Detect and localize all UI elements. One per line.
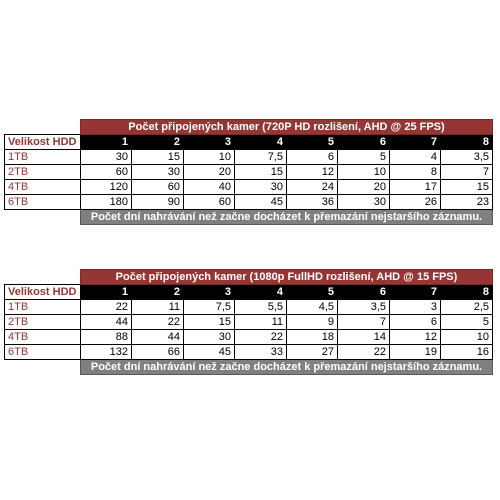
days-value: 3,5 [338, 300, 390, 315]
hdd-size-label: 2TB [5, 315, 81, 330]
days-value: 45 [184, 345, 235, 360]
days-value: 4 [390, 150, 441, 165]
camera-count-header: 4 [235, 285, 287, 300]
days-value: 3 [390, 300, 441, 315]
table-row [5, 315, 493, 330]
days-value: 6 [287, 150, 338, 165]
days-value: 40 [184, 180, 235, 195]
camera-count-header: 7 [390, 285, 441, 300]
days-value: 4,5 [287, 300, 338, 315]
days-value: 60 [184, 195, 235, 210]
storage-table-720p [4, 119, 493, 225]
days-value: 44 [81, 315, 132, 330]
days-value: 20 [338, 180, 390, 195]
days-value: 60 [132, 180, 184, 195]
days-value: 88 [81, 330, 132, 345]
days-value: 60 [81, 165, 132, 180]
size-column-header: Velikost HDD [5, 135, 81, 150]
camera-count-header: 4 [235, 135, 287, 150]
days-value: 16 [441, 345, 493, 360]
days-value: 132 [81, 345, 132, 360]
days-value: 10 [184, 150, 235, 165]
days-value: 11 [132, 300, 184, 315]
table-row [5, 180, 493, 195]
table-row [5, 150, 493, 165]
days-value: 20 [184, 165, 235, 180]
camera-count-header: 2 [132, 285, 184, 300]
camera-count-header: 1 [81, 285, 132, 300]
days-value: 7,5 [184, 300, 235, 315]
days-value: 180 [81, 195, 132, 210]
days-value: 12 [287, 165, 338, 180]
table-footer-note: Počet dní nahrávání než začne docházet k přemazání nejstaršího záznamu. [81, 210, 493, 225]
table-title: Počet připojených kamer (720P HD rozlišení, AHD @ 25 FPS) [81, 120, 493, 135]
days-value: 7 [441, 165, 493, 180]
days-value: 22 [235, 330, 287, 345]
table-row [5, 300, 493, 315]
days-value: 12 [390, 330, 441, 345]
days-value: 15 [132, 150, 184, 165]
days-value: 22 [81, 300, 132, 315]
camera-count-header: 5 [287, 135, 338, 150]
days-value: 24 [287, 180, 338, 195]
days-value: 26 [390, 195, 441, 210]
table-row [5, 345, 493, 360]
hdd-size-label: 6TB [5, 345, 81, 360]
hdd-size-label: 4TB [5, 330, 81, 345]
days-value: 90 [132, 195, 184, 210]
days-value: 120 [81, 180, 132, 195]
days-value: 3,5 [441, 150, 493, 165]
hdd-size-label: 2TB [5, 165, 81, 180]
days-value: 6 [390, 315, 441, 330]
camera-count-header: 8 [441, 135, 493, 150]
days-value: 2,5 [441, 300, 493, 315]
days-value: 10 [441, 330, 493, 345]
camera-count-header: 6 [338, 285, 390, 300]
days-value: 30 [338, 195, 390, 210]
camera-count-header: 8 [441, 285, 493, 300]
camera-count-header: 3 [184, 135, 235, 150]
hdd-size-label: 6TB [5, 195, 81, 210]
days-value: 9 [287, 315, 338, 330]
days-value: 23 [441, 195, 493, 210]
days-value: 5 [441, 315, 493, 330]
camera-count-header: 2 [132, 135, 184, 150]
days-value: 36 [287, 195, 338, 210]
days-value: 5 [338, 150, 390, 165]
days-value: 66 [132, 345, 184, 360]
hdd-size-label: 1TB [5, 300, 81, 315]
days-value: 8 [390, 165, 441, 180]
days-value: 33 [235, 345, 287, 360]
days-value: 15 [441, 180, 493, 195]
camera-count-header: 5 [287, 285, 338, 300]
days-value: 30 [184, 330, 235, 345]
days-value: 30 [235, 180, 287, 195]
days-value: 10 [338, 165, 390, 180]
days-value: 14 [338, 330, 390, 345]
days-value: 19 [390, 345, 441, 360]
days-value: 15 [235, 165, 287, 180]
days-value: 17 [390, 180, 441, 195]
storage-table-1080p [4, 269, 493, 375]
camera-count-header: 3 [184, 285, 235, 300]
days-value: 45 [235, 195, 287, 210]
days-value: 44 [132, 330, 184, 345]
days-value: 27 [287, 345, 338, 360]
days-value: 22 [338, 345, 390, 360]
days-value: 7,5 [235, 150, 287, 165]
table-row [5, 195, 493, 210]
table-title: Počet připojených kamer (1080p FullHD rozlišení, AHD @ 15 FPS) [81, 270, 493, 285]
days-value: 30 [81, 150, 132, 165]
hdd-size-label: 1TB [5, 150, 81, 165]
days-value: 18 [287, 330, 338, 345]
size-column-header: Velikost HDD [5, 285, 81, 300]
table-row [5, 165, 493, 180]
hdd-size-label: 4TB [5, 180, 81, 195]
days-value: 30 [132, 165, 184, 180]
camera-count-header: 1 [81, 135, 132, 150]
days-value: 7 [338, 315, 390, 330]
days-value: 15 [184, 315, 235, 330]
camera-count-header: 6 [338, 135, 390, 150]
table-footer-note: Počet dní nahrávání než začne docházet k přemazání nejstaršího záznamu. [81, 360, 493, 375]
days-value: 11 [235, 315, 287, 330]
days-value: 22 [132, 315, 184, 330]
table-row [5, 330, 493, 345]
camera-count-header: 7 [390, 135, 441, 150]
days-value: 5,5 [235, 300, 287, 315]
